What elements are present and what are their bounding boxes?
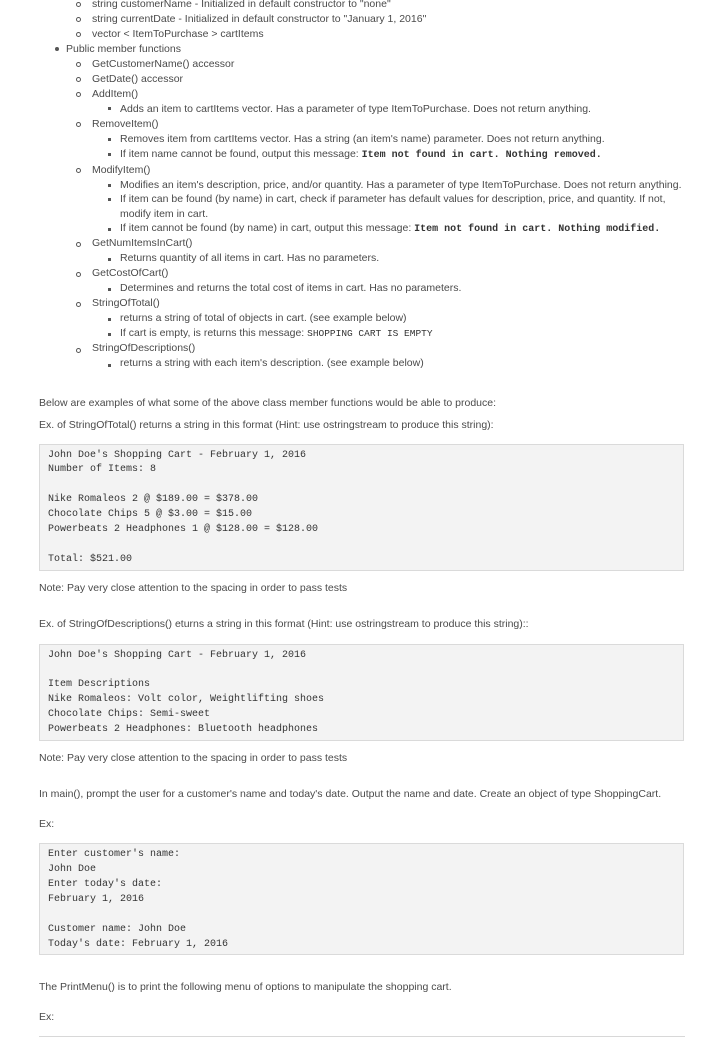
code-line: Chocolate Chips: Semi-sweet	[48, 709, 211, 720]
member-customer-name: string customerName - Initialized in default constructor to "none"	[92, 0, 391, 10]
code-line: John Doe's Shopping Cart - February 1, 2016	[48, 650, 307, 661]
bullet-icon	[108, 184, 111, 187]
fn-modify-item-desc2-l1: If item can be found (by name) in cart, check if parameter has default values for description, price, and quantity. If not,	[120, 193, 666, 205]
fn-string-total-desc1: returns a string of total of objects in cart. (see example below)	[120, 312, 407, 324]
fn-string-desc-desc: returns a string with each item's description. (see example below)	[120, 357, 424, 369]
fn-remove-item: RemoveItem()	[92, 118, 159, 130]
fn-add-item: AddItem()	[92, 88, 139, 100]
note-spacing-1: Note: Pay very close attention to the spacing in order to pass tests	[39, 582, 348, 594]
bullet-icon	[76, 302, 81, 307]
empty-msg-prefix: If cart is empty, is returns this message:	[120, 327, 305, 339]
code-line: Number of Items: 8	[48, 464, 157, 475]
examples-intro: Below are examples of what some of the above class member functions would be able to produce:	[39, 397, 497, 409]
code-line: Enter today's date:	[48, 879, 163, 890]
bullet-icon	[76, 272, 81, 277]
fn-modify-item-desc2-l2: modify item in cart.	[120, 208, 209, 220]
code-line: February 1, 2016	[48, 894, 145, 905]
code-line: Customer name: John Doe	[48, 924, 187, 935]
code-line: Nike Romaleos: Volt color, Weightlifting shoes	[48, 694, 325, 705]
bullet-icon	[76, 348, 81, 353]
main-code-block	[39, 843, 684, 955]
bullet-icon	[108, 333, 111, 336]
bullet-icon	[108, 288, 111, 291]
ex-label-1: Ex:	[39, 818, 55, 830]
bullet-icon	[108, 228, 111, 231]
bullet-icon	[108, 198, 111, 201]
bullet-icon	[55, 47, 59, 51]
bullet-icon	[76, 62, 81, 67]
modify-msg-prefix: If item cannot be found (by name) in cart, output this message:	[120, 222, 412, 234]
remove-msg-code: Item not found in cart. Nothing removed.	[361, 150, 602, 161]
code-line: John Doe's Shopping Cart - February 1, 2016	[48, 450, 307, 461]
fn-modify-item: ModifyItem()	[92, 164, 151, 176]
desc-intro: Ex. of StringOfDescriptions() eturns a string in this format (Hint: use ostringstream to produce this string)::	[39, 618, 529, 630]
code-line: Today's date: February 1, 2016	[48, 939, 229, 950]
fn-get-num-items: GetNumItemsInCart()	[92, 237, 193, 249]
code-line: Powerbeats 2 Headphones: Bluetooth headphones	[48, 724, 319, 735]
fn-get-num-items-desc: Returns quantity of all items in cart. Has no parameters.	[120, 252, 380, 264]
fn-modify-item-desc3	[120, 222, 660, 235]
code-line: Item Descriptions	[48, 679, 151, 690]
code-line: Total: $521.00	[48, 554, 133, 565]
code-line: Chocolate Chips 5 @ $3.00 = $15.00	[48, 509, 253, 520]
fn-remove-item-desc2	[120, 148, 602, 161]
fn-string-total: StringOfTotal()	[92, 297, 160, 309]
total-code-block	[39, 444, 684, 571]
bullet-icon	[76, 168, 81, 173]
fn-get-cost-desc: Determines and returns the total cost of items in cart. Has no parameters.	[120, 282, 462, 294]
fn-get-cost: GetCostOfCart()	[92, 267, 169, 279]
code-line: John Doe	[48, 864, 97, 875]
bullet-icon	[76, 242, 81, 247]
code-line: Enter customer's name:	[48, 849, 181, 860]
note-spacing-2: Note: Pay very close attention to the spacing in order to pass tests	[39, 752, 348, 764]
bullet-icon	[108, 318, 111, 321]
bullet-icon	[108, 153, 111, 156]
code-line: Nike Romaleos 2 @ $189.00 = $378.00	[48, 494, 259, 505]
fn-get-date: GetDate() accessor	[92, 73, 184, 85]
bullet-icon	[108, 258, 111, 261]
remove-msg-prefix: If item name cannot be found, output this message:	[120, 148, 359, 160]
bullet-icon	[76, 2, 81, 7]
fn-modify-item-desc1: Modifies an item's description, price, and/or quantity. Has a parameter of type ItemToPurchase. Does not return anything.	[120, 179, 682, 191]
member-current-date: string currentDate - Initialized in default constructor to "January 1, 2016"	[92, 13, 427, 25]
total-intro: Ex. of StringOfTotal() returns a string in this format (Hint: use ostringstream to produce this string):	[39, 419, 494, 431]
empty-msg-code: SHOPPING CART IS EMPTY	[307, 328, 433, 339]
member-vector: vector < ItemToPurchase > cartItems	[92, 28, 264, 40]
ex-label-2: Ex:	[39, 1011, 55, 1023]
fn-string-total-desc2	[120, 327, 433, 339]
main-instructions: In main(), prompt the user for a customer's name and today's date. Output the name and date. Create an object of type ShoppingCart.	[39, 788, 662, 800]
bullet-icon	[76, 32, 81, 37]
bullet-icon	[76, 17, 81, 22]
bullet-icon	[76, 92, 81, 97]
fn-string-desc: StringOfDescriptions()	[92, 342, 196, 354]
fn-add-item-desc: Adds an item to cartItems vector. Has a parameter of type ItemToPurchase. Does not return anything.	[120, 103, 591, 115]
bullet-icon	[76, 122, 81, 127]
bullet-icon	[108, 138, 111, 141]
print-menu-text: The PrintMenu() is to print the following menu of options to manipulate the shopping cart.	[39, 981, 452, 993]
fn-get-customer-name: GetCustomerName() accessor	[92, 58, 235, 70]
desc-code-block	[39, 644, 684, 741]
fn-remove-item-desc1: Removes item from cartItems vector. Has a string (an item's name) parameter. Does not return anything.	[120, 133, 605, 145]
modify-msg-code: Item not found in cart. Nothing modified.	[414, 224, 661, 235]
bullet-icon	[108, 364, 111, 367]
divider	[39, 1036, 685, 1037]
bullet-icon	[76, 77, 81, 82]
code-line: Powerbeats 2 Headphones 1 @ $128.00 = $128.00	[48, 524, 319, 535]
public-functions-heading: Public member functions	[66, 43, 181, 55]
bullet-icon	[108, 107, 111, 110]
